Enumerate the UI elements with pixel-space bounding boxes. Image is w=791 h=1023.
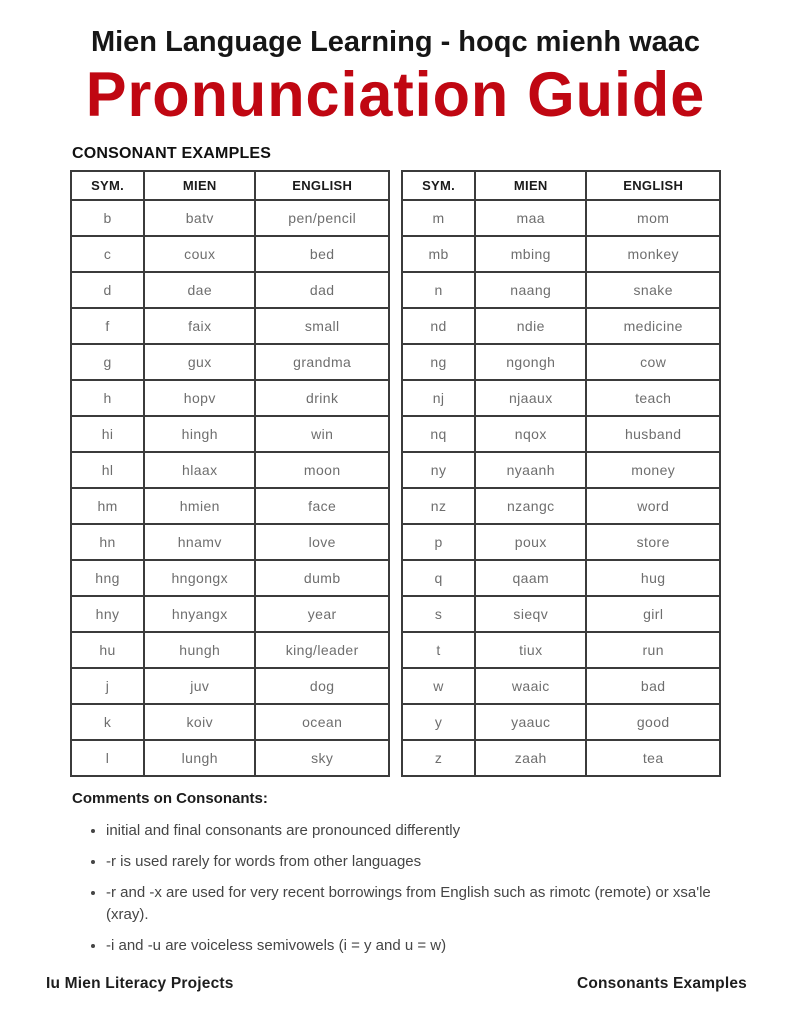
table-cell: tiux (475, 632, 586, 668)
table-cell: bad (586, 668, 720, 704)
table-cell: sieqv (475, 596, 586, 632)
table-cell: y (402, 704, 475, 740)
table-cell: g (71, 344, 144, 380)
page-footer (46, 975, 747, 993)
table-cell: hm (71, 488, 144, 524)
table-row (402, 632, 720, 668)
table-cell: ocean (255, 704, 389, 740)
table-row (71, 452, 389, 488)
table-cell: small (255, 308, 389, 344)
consonant-table-left (70, 170, 390, 777)
table-cell: zaah (475, 740, 586, 776)
table-cell: hng (71, 560, 144, 596)
table-row (71, 272, 389, 308)
table-cell: nq (402, 416, 475, 452)
table-row (402, 524, 720, 560)
header-row (71, 171, 389, 200)
table-cell: hi (71, 416, 144, 452)
table-cell: grandma (255, 344, 389, 380)
table-cell: nzangc (475, 488, 586, 524)
table-cell: lungh (144, 740, 255, 776)
table-cell: maa (475, 200, 586, 236)
table-cell: nyaanh (475, 452, 586, 488)
table-cell: hnamv (144, 524, 255, 560)
table-row (71, 524, 389, 560)
comments-list (86, 820, 719, 957)
column-header: MIEN (475, 171, 586, 200)
table-cell: medicine (586, 308, 720, 344)
table-cell: teach (586, 380, 720, 416)
table-row (402, 488, 720, 524)
table-cell: cow (586, 344, 720, 380)
table-cell: nj (402, 380, 475, 416)
table-row (71, 416, 389, 452)
table-cell: qaam (475, 560, 586, 596)
column-header: ENGLISH (586, 171, 720, 200)
table-cell: hlaax (144, 452, 255, 488)
table-row (71, 308, 389, 344)
table-row (71, 632, 389, 668)
table-row (71, 488, 389, 524)
table-cell: j (71, 668, 144, 704)
table-row (402, 308, 720, 344)
consonant-tables (70, 170, 721, 777)
table-cell: mom (586, 200, 720, 236)
table-row (402, 200, 720, 236)
table-cell: yaauc (475, 704, 586, 740)
table-cell: hungh (144, 632, 255, 668)
table-cell: hug (586, 560, 720, 596)
table-cell: ng (402, 344, 475, 380)
table-cell: ndie (475, 308, 586, 344)
table-cell: girl (586, 596, 720, 632)
table-row (402, 452, 720, 488)
table-cell: dae (144, 272, 255, 308)
table-cell: sky (255, 740, 389, 776)
table-cell: snake (586, 272, 720, 308)
table-cell: year (255, 596, 389, 632)
table-row (402, 560, 720, 596)
table-row (71, 668, 389, 704)
table-cell: nz (402, 488, 475, 524)
table-cell: waaic (475, 668, 586, 704)
table-cell: gux (144, 344, 255, 380)
table-cell: dad (255, 272, 389, 308)
consonant-table-right (401, 170, 721, 777)
column-header: SYM. (402, 171, 475, 200)
table-cell: hn (71, 524, 144, 560)
table-row (402, 668, 720, 704)
table-row (71, 740, 389, 776)
table-row (402, 236, 720, 272)
table-cell: drink (255, 380, 389, 416)
table-cell: hu (71, 632, 144, 668)
table-cell: s (402, 596, 475, 632)
table-row (402, 380, 720, 416)
table-cell: l (71, 740, 144, 776)
table-cell: q (402, 560, 475, 596)
table-cell: store (586, 524, 720, 560)
table-cell: poux (475, 524, 586, 560)
table-cell: word (586, 488, 720, 524)
table-cell: w (402, 668, 475, 704)
table-cell: hl (71, 452, 144, 488)
table-cell: dumb (255, 560, 389, 596)
table-cell: king/leader (255, 632, 389, 668)
table-cell: hmien (144, 488, 255, 524)
table-cell: bed (255, 236, 389, 272)
table-cell: monkey (586, 236, 720, 272)
table-cell: b (71, 200, 144, 236)
table-cell: nqox (475, 416, 586, 452)
table-cell: husband (586, 416, 720, 452)
comment-bullet: • -r is used rarely for words from other languages (106, 851, 719, 873)
table-cell: face (255, 488, 389, 524)
table-row (402, 272, 720, 308)
consonant-examples-heading: CONSONANT EXAMPLES (72, 145, 272, 162)
table-cell: tea (586, 740, 720, 776)
table-cell: win (255, 416, 389, 452)
table-cell: z (402, 740, 475, 776)
table-cell: batv (144, 200, 255, 236)
table-row (402, 740, 720, 776)
table-cell: mb (402, 236, 475, 272)
comment-bullet: • -r and -x are used for very recent borrowings from English such as rimotc (remote) or xsa'le (xray). (106, 882, 719, 926)
table-row (71, 344, 389, 380)
table-row (71, 560, 389, 596)
table-cell: hnyangx (144, 596, 255, 632)
table-cell: money (586, 452, 720, 488)
table-cell: h (71, 380, 144, 416)
table-row (71, 704, 389, 740)
footer-right-text: Consonants Examples (576, 975, 747, 992)
pronunciation-guide-heading: Pronunciation Guide (85, 60, 706, 130)
table-cell: n (402, 272, 475, 308)
column-header: MIEN (144, 171, 255, 200)
table-cell: m (402, 200, 475, 236)
table-right-body (402, 200, 720, 776)
table-cell: ny (402, 452, 475, 488)
table-row (402, 344, 720, 380)
table-cell: p (402, 524, 475, 560)
table-cell: t (402, 632, 475, 668)
table-cell: hngongx (144, 560, 255, 596)
column-header: ENGLISH (255, 171, 389, 200)
table-row (71, 596, 389, 632)
table-cell: hopv (144, 380, 255, 416)
table-cell: d (71, 272, 144, 308)
comment-bullet: • initial and final consonants are pronounced differently (106, 820, 719, 842)
table-cell: hingh (144, 416, 255, 452)
column-header: SYM. (71, 171, 144, 200)
table-cell: njaaux (475, 380, 586, 416)
page-title: Mien Language Learning - hoqc mienh waac (90, 26, 701, 58)
table-cell: pen/pencil (255, 200, 389, 236)
table-left-header (71, 171, 389, 200)
table-cell: juv (144, 668, 255, 704)
table-cell: k (71, 704, 144, 740)
table-right-header (402, 171, 720, 200)
header-row (402, 171, 720, 200)
comments-section (72, 790, 719, 957)
table-cell: koiv (144, 704, 255, 740)
table-row (71, 236, 389, 272)
table-row (402, 596, 720, 632)
table-cell: faix (144, 308, 255, 344)
table-cell: c (71, 236, 144, 272)
table-cell: naang (475, 272, 586, 308)
table-cell: coux (144, 236, 255, 272)
table-cell: love (255, 524, 389, 560)
table-row (402, 416, 720, 452)
footer-left-text: Iu Mien Literacy Projects (46, 975, 234, 992)
table-row (402, 704, 720, 740)
table-cell: dog (255, 668, 389, 704)
comment-bullet: • -i and -u are voiceless semivowels (i = y and u = w) (106, 935, 719, 957)
comments-heading: Comments on Consonants: (72, 790, 268, 807)
table-cell: moon (255, 452, 389, 488)
table-cell: run (586, 632, 720, 668)
table-cell: ngongh (475, 344, 586, 380)
table-cell: good (586, 704, 720, 740)
table-cell: nd (402, 308, 475, 344)
table-cell: f (71, 308, 144, 344)
table-row (71, 200, 389, 236)
table-cell: mbing (475, 236, 586, 272)
table-left-body (71, 200, 389, 776)
table-cell: hny (71, 596, 144, 632)
table-row (71, 380, 389, 416)
